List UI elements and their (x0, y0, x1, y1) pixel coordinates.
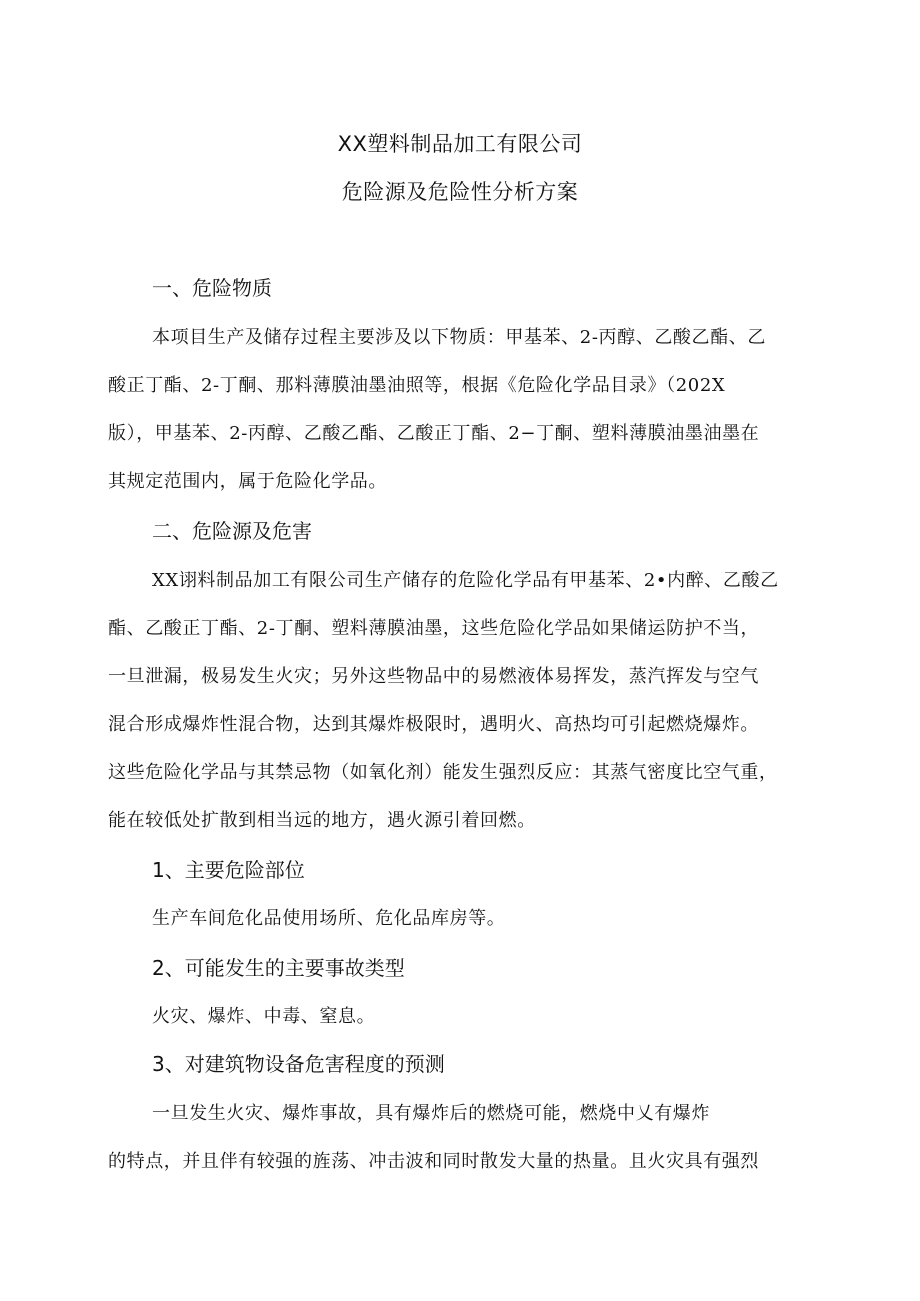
document-title: 危险源及危险性分析方案 (341, 180, 579, 204)
paragraph-line: 火灾、爆炸、中毒、窒息。 (152, 1006, 376, 1027)
subsection-heading-damage-prediction: 3、对建筑物设备危害程度的预测 (152, 1052, 445, 1076)
paragraph-line: 一旦发生火灾、爆炸事故，具有爆炸后的燃烧可能，燃烧中乂有爆炸 (152, 1103, 710, 1124)
paragraph-line: 这些危险化学品与其禁忌物（如氧化剂）能发生强烈反应：其蒸气密度比空气重， (108, 762, 778, 783)
paragraph-line: 生产车间危化品使用场所、危化品库房等。 (152, 908, 506, 929)
company-title: XX塑料制品加工有限公司 (337, 132, 583, 156)
paragraph-line: 本项目生产及储存过程主要涉及以下物质：甲基苯、2-丙醇、乙酸乙酯、乙 (152, 327, 766, 348)
paragraph-line: 能在较低处扩散到相当远的地方，遇火源引着回燃。 (108, 810, 536, 831)
paragraph-line: 混合形成爆炸性混合物，达到其爆炸极限时，遇明火、高热均可引起燃烧爆炸。 (108, 714, 759, 735)
paragraph-line: 版），甲基苯、2-丙醇、乙酸乙酯、乙酸正丁酯、2−丁酮、塑料薄膜油墨油墨在 (108, 423, 760, 444)
paragraph-line: 其规定范围内，属于危险化学品。 (108, 471, 387, 492)
subsection-heading-accident-types: 2、可能发生的主要事故类型 (152, 956, 405, 980)
paragraph-line: 酸正丁酯、2-丁酮、那料薄膜油墨油照等，根据《危险化学品目录》（202X (108, 375, 726, 396)
section-heading-hazardous-substances: 一、危险物质 (152, 276, 272, 300)
paragraph-line: 的特点，并且伴有较强的旌荡、冲击波和同时散发大量的热量。且火灾具有强烈 (108, 1151, 759, 1172)
section-heading-hazard-sources: 二、危险源及危害 (152, 519, 312, 543)
paragraph-line: XX诩料制品加工有限公司生产储存的危险化学品有甲基苯、2•内醉、乙酸乙 (152, 570, 779, 591)
paragraph-line: 酯、乙酸正丁酯、2-丁酮、塑料薄膜油墨，这些危险化学品如果储运防护不当， (108, 618, 760, 639)
subsection-heading-danger-locations: 1、主要危险部位 (152, 858, 305, 882)
paragraph-line: 一旦泄漏，极易发生火灾；另外这些物品中的易燃液体易挥发，蒸汽挥发与空气 (108, 666, 759, 687)
